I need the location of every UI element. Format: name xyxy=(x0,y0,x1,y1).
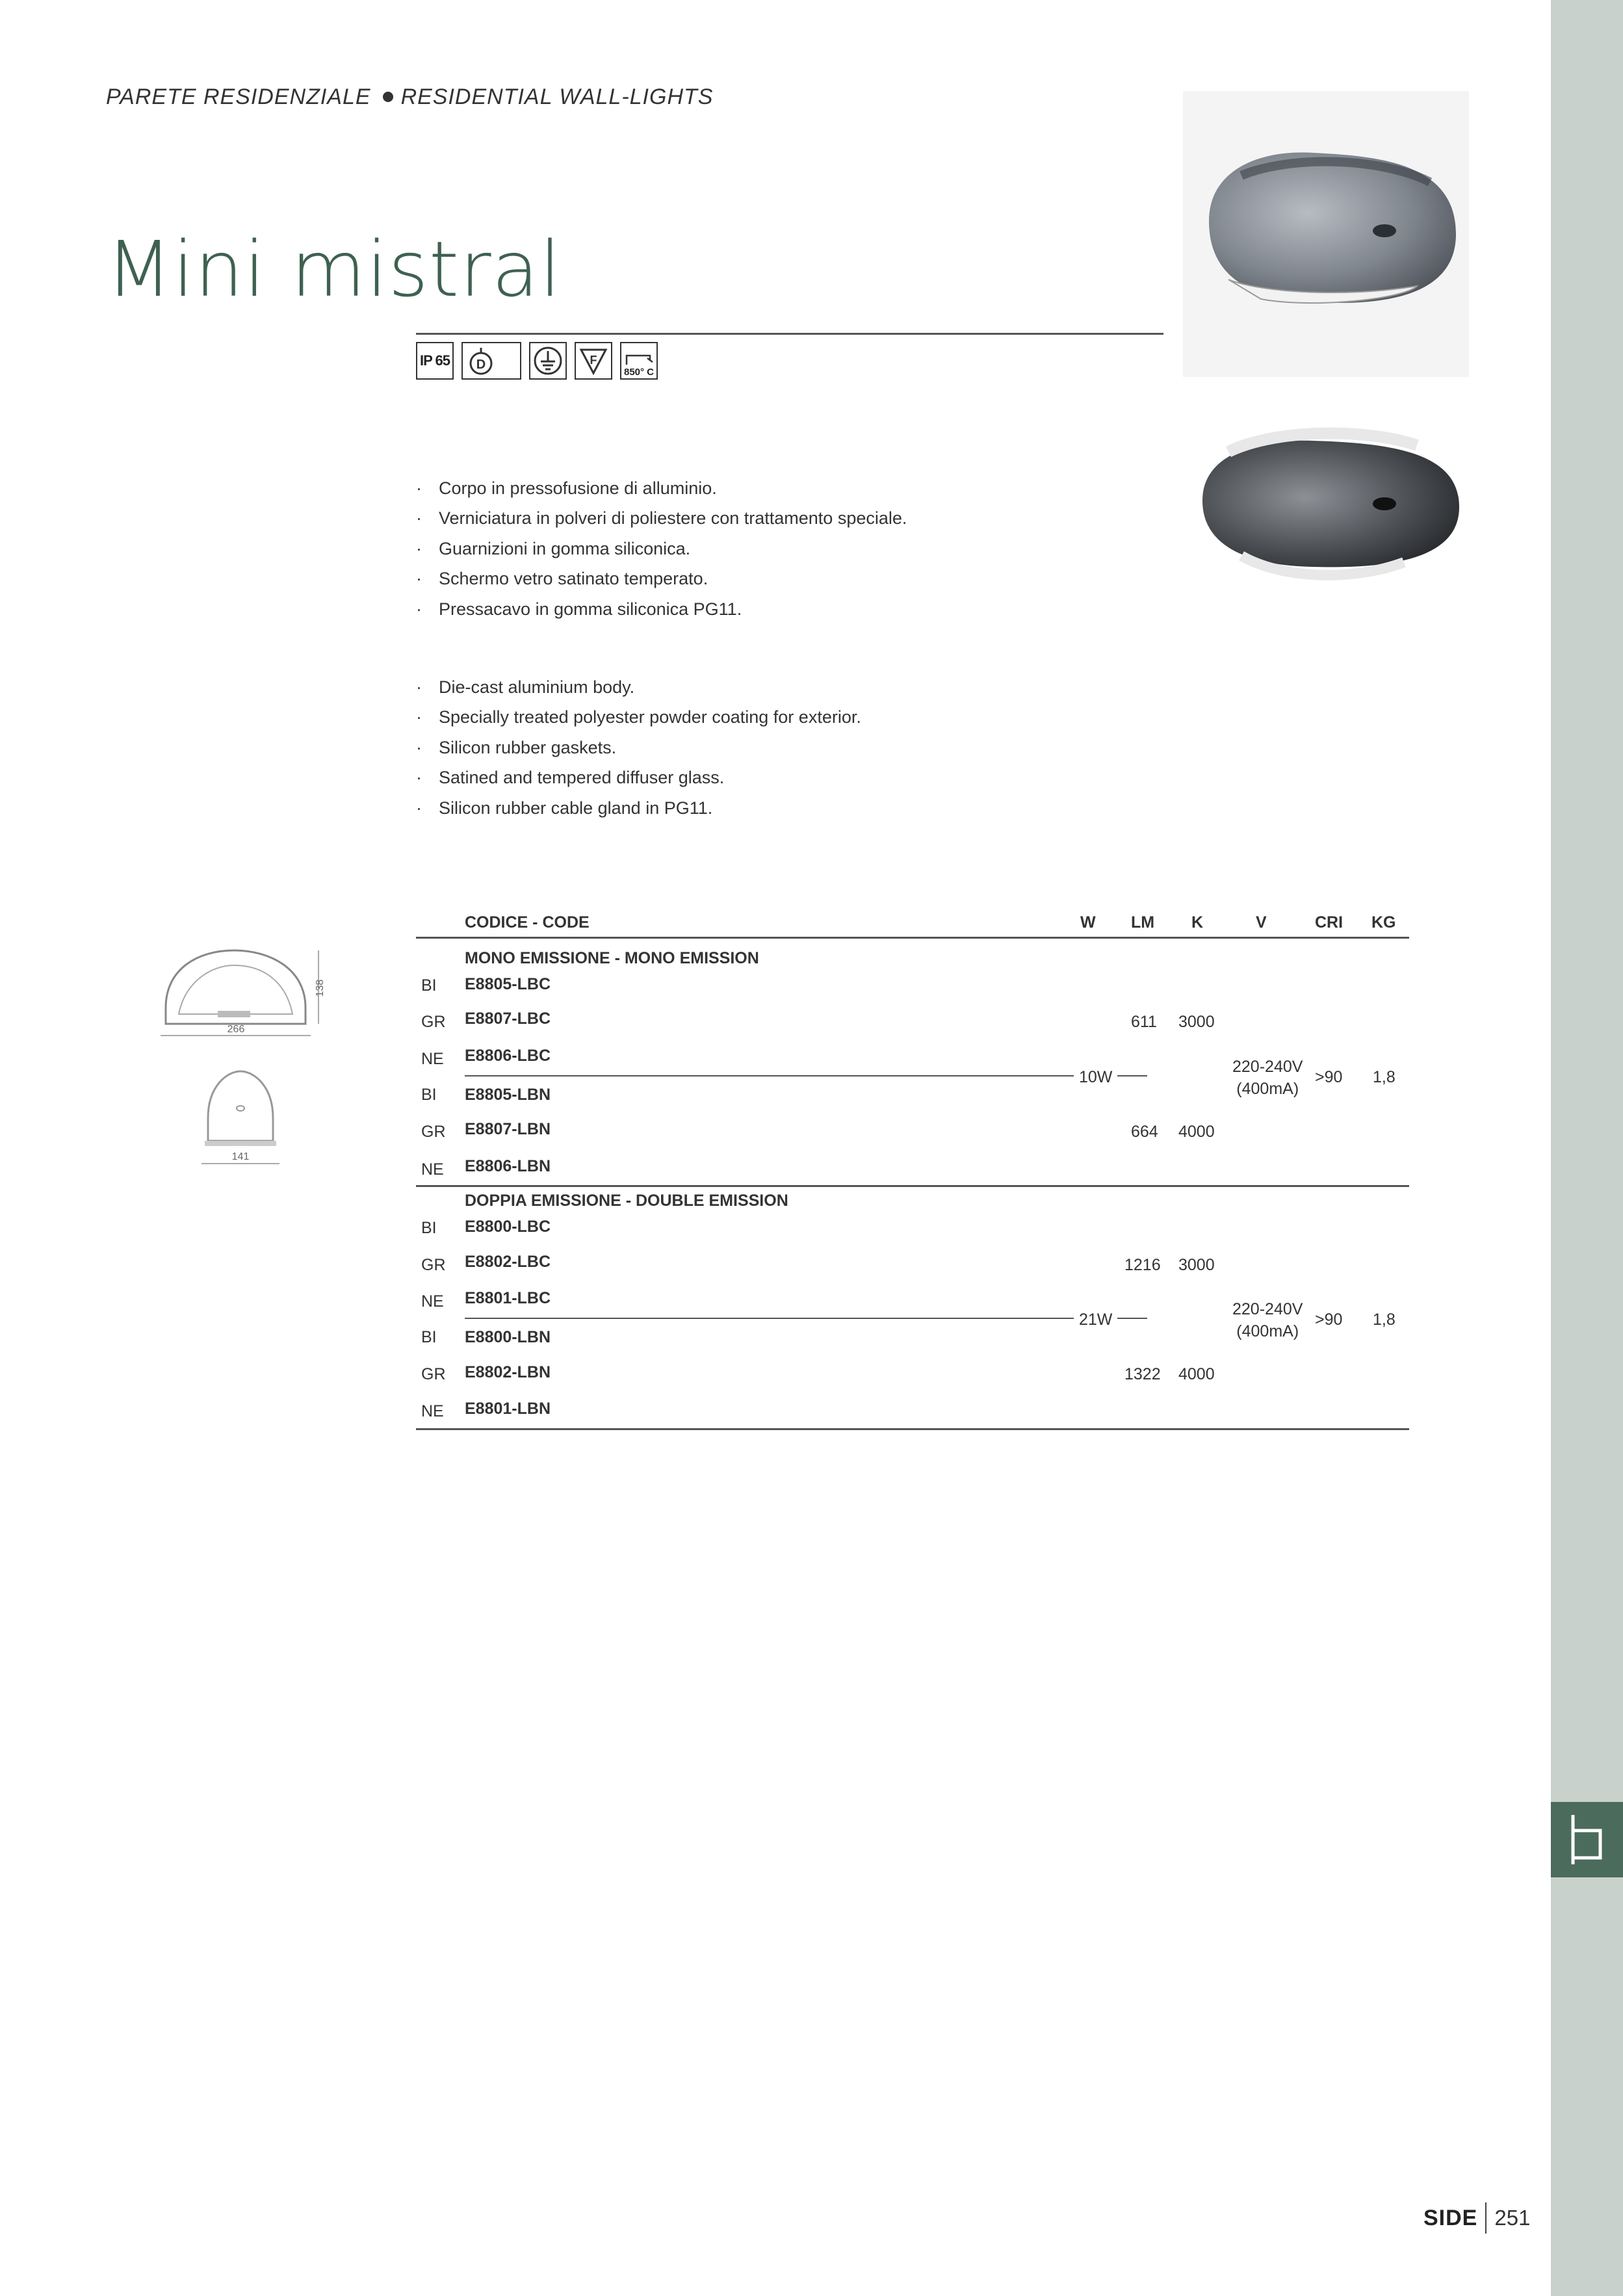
list-item: · Guarnizioni in gomma siliconica. xyxy=(416,538,910,559)
section-rule xyxy=(416,1185,1409,1187)
color-code: GR xyxy=(421,1123,446,1141)
color-code: BI xyxy=(421,976,437,995)
kelvin-value: 3000 xyxy=(1178,1013,1215,1031)
wattage: 21W xyxy=(1074,1311,1117,1329)
side-strip xyxy=(1551,0,1623,2296)
page-footer xyxy=(1423,2202,1530,2234)
header-code: CODICE - CODE xyxy=(465,913,590,932)
kelvin-value: 4000 xyxy=(1178,1123,1215,1141)
color-code: BI xyxy=(421,1086,437,1104)
glow-wire-850-icon: 850° C xyxy=(620,342,658,380)
product-code: E8805-LBN xyxy=(465,1086,551,1104)
brand-name: SIDE xyxy=(1423,2205,1478,2230)
cri-value: >90 xyxy=(1315,1068,1343,1086)
header-lm: LM xyxy=(1131,913,1155,932)
color-code: GR xyxy=(421,1256,446,1274)
front-dimension-drawing xyxy=(159,943,335,1047)
header-v: V xyxy=(1256,913,1267,932)
section-tab[interactable] xyxy=(1551,1802,1623,1877)
list-item: · Silicon rubber gaskets. xyxy=(416,737,910,758)
cri-value: >90 xyxy=(1315,1311,1343,1329)
lumen-value: 611 xyxy=(1131,1013,1157,1031)
lumen-value: 664 xyxy=(1131,1123,1158,1141)
color-code: NE xyxy=(421,1292,444,1311)
list-item: · Schermo vetro satinato temperato. xyxy=(416,568,910,589)
svg-text:F: F xyxy=(590,354,597,367)
category-italian: PARETE RESIDENZIALE xyxy=(106,85,371,109)
kelvin-value: 3000 xyxy=(1178,1256,1215,1274)
color-code: NE xyxy=(421,1160,444,1179)
ground-icon xyxy=(529,342,567,380)
color-code: GR xyxy=(421,1365,446,1383)
color-code: BI xyxy=(421,1219,437,1237)
list-item: · Specially treated polyester powder coating for exterior. xyxy=(416,707,910,727)
product-code: E8807-LBN xyxy=(465,1120,551,1138)
voltage: 220-240V (400mA) xyxy=(1228,1299,1306,1343)
product-code: E8802-LBC xyxy=(465,1253,551,1271)
product-code: E8806-LBC xyxy=(465,1047,551,1065)
product-photo-grey xyxy=(1183,91,1469,377)
color-code: NE xyxy=(421,1402,444,1420)
header-kg: KG xyxy=(1371,913,1396,932)
list-item: · Pressacavo in gomma siliconica PG11. xyxy=(416,599,910,620)
wattage: 10W xyxy=(1074,1068,1117,1087)
product-code: E8800-LBN xyxy=(465,1328,551,1346)
product-code: E8801-LBN xyxy=(465,1400,551,1418)
header-k: K xyxy=(1191,913,1204,932)
features-italian xyxy=(416,478,910,629)
list-item: · Satined and tempered diffuser glass. xyxy=(416,767,910,788)
category-english: RESIDENTIAL WALL-LIGHTS xyxy=(400,85,714,109)
section-tab-icon xyxy=(1569,1812,1605,1867)
header-w: W xyxy=(1080,913,1096,932)
footer-separator xyxy=(1485,2202,1487,2234)
d-class-icon xyxy=(461,342,521,380)
product-code: E8806-LBN xyxy=(465,1157,551,1175)
side-dimension-drawing xyxy=(195,1066,286,1170)
row-group-divider xyxy=(465,1075,1147,1076)
lumen-value: 1216 xyxy=(1124,1256,1161,1274)
list-item: · Silicon rubber cable gland in PG11. xyxy=(416,798,910,818)
product-title: Mini mistral xyxy=(106,224,562,314)
kelvin-value: 4000 xyxy=(1178,1365,1215,1383)
svg-text:138: 138 xyxy=(315,979,326,997)
separator-dot xyxy=(383,92,393,102)
list-item: · Corpo in pressofusione di alluminio. xyxy=(416,478,910,499)
table-bottom-rule xyxy=(416,1428,1409,1430)
row-group-divider xyxy=(465,1318,1147,1319)
f-mark-icon xyxy=(575,342,612,380)
color-code: NE xyxy=(421,1050,444,1068)
ip65-icon: IP 65 xyxy=(416,342,454,380)
product-code: E8807-LBC xyxy=(465,1010,551,1028)
svg-text:266: 266 xyxy=(227,1024,245,1035)
list-item: · Die-cast aluminium body. xyxy=(416,677,910,698)
section-title-double: DOPPIA EMISSIONE - DOUBLE EMISSION xyxy=(465,1192,788,1210)
features-english xyxy=(416,677,910,828)
title-divider xyxy=(416,333,1163,335)
product-code: E8801-LBC xyxy=(465,1289,551,1307)
header-cri: CRI xyxy=(1315,913,1344,932)
color-code: BI xyxy=(421,1328,437,1346)
svg-text:141: 141 xyxy=(231,1151,250,1162)
color-code: GR xyxy=(421,1013,446,1031)
section-title-mono: MONO EMISSIONE - MONO EMISSION xyxy=(465,949,759,967)
svg-text:D: D xyxy=(476,358,486,372)
voltage: 220-240V (400mA) xyxy=(1228,1056,1306,1101)
page-number: 251 xyxy=(1494,2206,1531,2230)
lumen-value: 1322 xyxy=(1124,1365,1161,1383)
product-code: E8800-LBC xyxy=(465,1218,551,1236)
product-code: E8802-LBN xyxy=(465,1363,551,1381)
header-rule xyxy=(416,937,1409,939)
certification-row xyxy=(416,342,658,380)
weight-value: 1,8 xyxy=(1373,1311,1396,1329)
category-breadcrumb xyxy=(106,85,713,110)
product-photo-black xyxy=(1183,416,1469,592)
list-item: · Verniciatura in polveri di poliestere con trattamento speciale. xyxy=(416,508,910,528)
product-code: E8805-LBC xyxy=(465,975,551,993)
weight-value: 1,8 xyxy=(1373,1068,1396,1086)
